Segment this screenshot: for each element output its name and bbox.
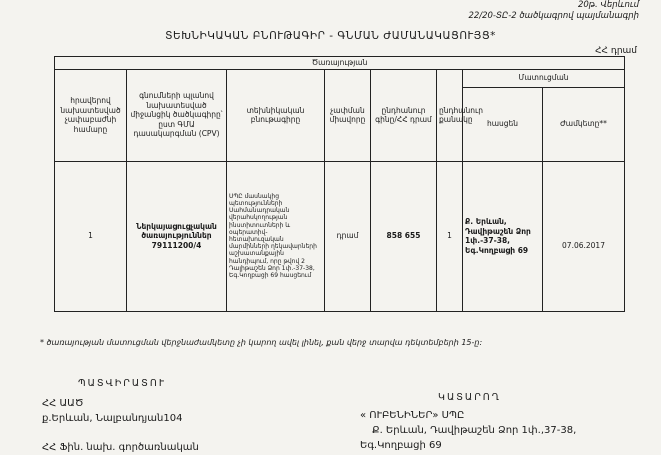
specification-table (54, 56, 625, 312)
footnote: * ծառայության մատուցման վերջնաժամկետը չի կարող ավել լինել, քան վերջ տարվա դեկտեմբերի 15-ը: (40, 338, 483, 347)
contractor-organization: « ՈՒԲԵՆԻՆԵՐ» ՍՊԸ (360, 410, 465, 421)
customer-bank: ՀՀ Ֆին. նախ. գործառնական (42, 442, 199, 453)
header-delivery: Մատուցման (463, 69, 625, 87)
reference-line-1: 20թ. Վերևում (577, 0, 639, 10)
header-lot-number: հրավերով նախատեսված չափաբաժնի համարը (55, 69, 127, 161)
document-title: ՏԵԽՆԻԿԱԿԱՆ ԲՆՈՒԹԱԳԻՐ - ԳՆՄԱՆ ԺԱՄԱՆԱԿԱՑՈՒՅՑ* (165, 30, 496, 42)
cell-lot-number: 1 (55, 161, 127, 311)
reference-line-2: 22/20-ՏԸ-2 ծածկագրով պայմանագրի (468, 11, 639, 21)
cell-quantity: 1 (437, 161, 463, 311)
cell-delivery-address: Ք. Երևան, Դավիթաշեն Ձոր 1փ.-37-38, Եգ.Կողբացի 69 (463, 161, 543, 311)
document-reference (468, 0, 639, 22)
contractor-address-line-2: Եգ.Կողբացի 69 (360, 440, 442, 451)
header-cpv-code: գնումների պլանով նախատեսված միջանցիկ ծածկագիրը՝ ըստ ԳՄԱ դասակարգման (CPV) (127, 69, 227, 161)
currency-label: ՀՀ դրամ (595, 46, 637, 56)
header-total-price: ընդհանուր գինը/ՀՀ դրամ (371, 69, 437, 161)
header-specification: տեխնիկական բնութագիրը (227, 69, 325, 161)
cell-total-price: 858 655 (371, 161, 437, 311)
header-unit: չափման միավորը (325, 69, 371, 161)
header-address: հասցեն (463, 87, 543, 161)
cell-unit: դրամ (325, 161, 371, 311)
cell-specification: ՍՊԸ մասնակից պետությունների Սահմանադրական վերահսկողության ինստիտուտների և օպերատիվ-հետախուզական մարմինների ղեկավարների աշխատանքային հանդիպում, որը թվով 2 Դալիթաշեն Ձոր 1փ.-37-38, Եգ.Կողբացի 69 հասցեում (227, 161, 325, 311)
services-header: Ծառայության (55, 57, 625, 70)
cell-delivery-date: 07.06.2017 (543, 161, 625, 311)
contractor-heading: ԿԱՏԱՐՈՂ (438, 392, 501, 403)
customer-organization: ՀՀ ԱԱԾ (42, 398, 84, 409)
table-row (55, 161, 625, 311)
header-total-quantity: ընդհանուր քանակը (437, 69, 463, 161)
header-deadline: Ժամկետը** (543, 87, 625, 161)
contractor-address-line-1: Ք. Երևան, Դավիթաշեն Ձոր 1փ.,37-38, (372, 425, 577, 436)
customer-heading: ՊԱՏՎԻՐԱՏՈՒ (78, 378, 166, 389)
customer-address: ք.Երևան, Նալբանդյան104 (42, 413, 183, 424)
cell-cpv-code: Ներկայացուցչական ծառայություններ 79111200/4 (127, 161, 227, 311)
